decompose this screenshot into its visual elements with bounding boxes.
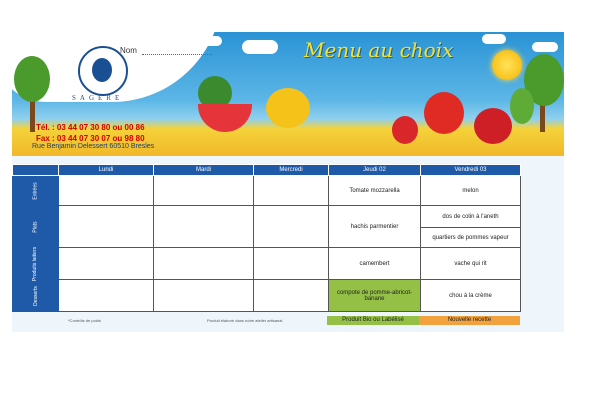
table-cell bbox=[154, 176, 254, 206]
cloud-icon bbox=[202, 36, 222, 46]
phone-text: Tél. : 03 44 07 30 80 ou 00 86 bbox=[36, 123, 145, 132]
col-header: Lundi bbox=[59, 165, 154, 176]
table-cell: Tomate mozzarella bbox=[329, 176, 421, 206]
table-cell bbox=[59, 176, 154, 206]
menu-table-wrapper bbox=[12, 164, 520, 312]
row-label: Entrées bbox=[13, 176, 59, 206]
cherry-icon bbox=[474, 108, 512, 144]
name-field-line[interactable] bbox=[142, 54, 212, 55]
table-cell: quartiers de pommes vapeur bbox=[421, 228, 521, 248]
table-row bbox=[13, 176, 521, 206]
table-cell: melon bbox=[421, 176, 521, 206]
table-cell bbox=[59, 280, 154, 312]
logo-text: SAGERE bbox=[72, 94, 124, 102]
tree-trunk bbox=[540, 102, 545, 132]
legend-bio: Produit Bio ou Labélisé bbox=[327, 316, 419, 325]
col-header: Jeudi 02 bbox=[329, 165, 421, 176]
row-label: Plats bbox=[13, 206, 59, 248]
cloud-icon bbox=[482, 34, 506, 44]
table-cell bbox=[254, 176, 329, 206]
table-row bbox=[13, 206, 521, 228]
table-cell bbox=[154, 248, 254, 280]
table-cell-bio: compote de pomme-abricot-banane bbox=[329, 280, 421, 312]
fax-text: Fax : 03 44 07 30 07 ou 98 80 bbox=[36, 134, 145, 143]
table-header-row bbox=[13, 165, 521, 176]
table-cell bbox=[59, 248, 154, 280]
pepper-icon bbox=[266, 88, 310, 128]
col-header: Mercredi bbox=[254, 165, 329, 176]
name-label: Nom bbox=[120, 46, 137, 55]
table-cell bbox=[254, 206, 329, 248]
table-cell bbox=[154, 206, 254, 248]
sun-icon bbox=[492, 50, 522, 80]
table-cell bbox=[254, 280, 329, 312]
contact-info bbox=[36, 122, 145, 144]
table-cell bbox=[59, 206, 154, 248]
table-cell: vache qui rit bbox=[421, 248, 521, 280]
tomato-icon bbox=[424, 92, 464, 134]
menu-banner bbox=[12, 32, 564, 156]
corner-cell bbox=[13, 165, 59, 176]
table-cell: dos de colin à l'aneth bbox=[421, 206, 521, 228]
strawberry-icon bbox=[392, 116, 418, 144]
tree-icon bbox=[510, 88, 534, 124]
footnote-left: *Contrôle de poids bbox=[68, 318, 101, 323]
table-cell bbox=[254, 248, 329, 280]
address-text: Rue Benjamin Delessert 60510 Bresles bbox=[32, 143, 155, 150]
cloud-icon bbox=[242, 40, 278, 54]
table-cell bbox=[154, 280, 254, 312]
footnote-mid: Produit élaboré dans notre atelier artisanal bbox=[207, 318, 283, 323]
tree-icon bbox=[14, 56, 50, 102]
legend-new: Nouvelle recette bbox=[419, 316, 520, 325]
col-header: Vendredi 03 bbox=[421, 165, 521, 176]
cloud-icon bbox=[532, 42, 558, 52]
col-header: Mardi bbox=[154, 165, 254, 176]
menu-title: Menu au choix bbox=[304, 38, 454, 62]
table-row bbox=[13, 280, 521, 312]
menu-table bbox=[12, 164, 521, 312]
row-label: Produits laitiers bbox=[13, 248, 59, 280]
table-cell: camembert bbox=[329, 248, 421, 280]
table-cell: chou à la crème bbox=[421, 280, 521, 312]
table-row bbox=[13, 248, 521, 280]
menu-sheet bbox=[12, 32, 564, 332]
row-label: Desserts bbox=[13, 280, 59, 312]
table-cell: hachis parmentier bbox=[329, 206, 421, 248]
watermelon-slice-icon bbox=[198, 104, 252, 132]
